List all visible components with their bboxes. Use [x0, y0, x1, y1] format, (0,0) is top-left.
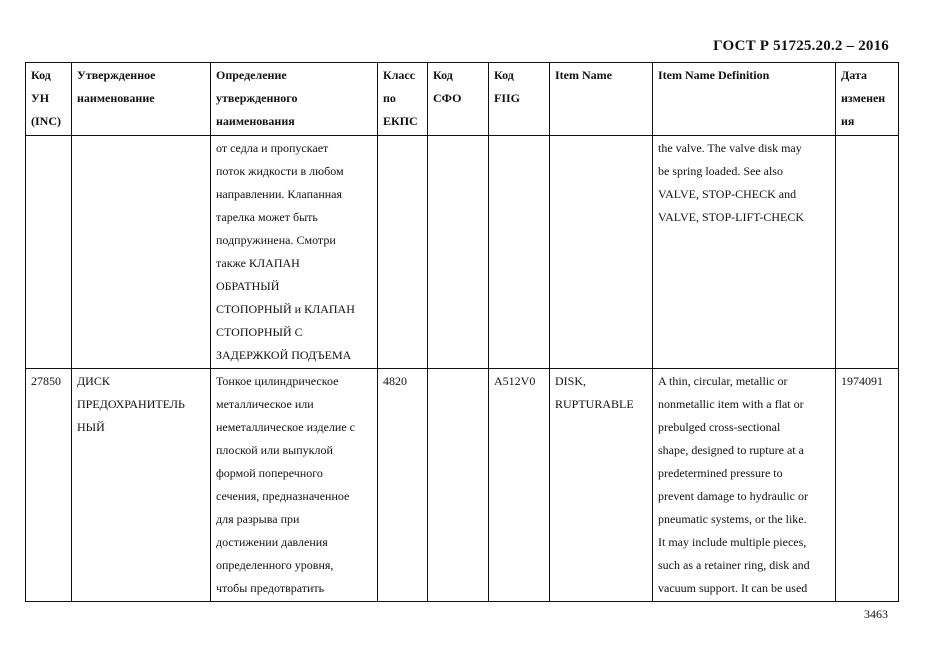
- cell-line: направлении. Клапанная: [216, 187, 343, 201]
- cell-line: для разрыва при: [216, 512, 300, 526]
- page-number: 3463: [864, 607, 888, 621]
- cell-item-name-definition: [653, 136, 836, 369]
- cell-line: pneumatic systems, or the like.: [658, 512, 807, 526]
- cell-ekps: [378, 136, 428, 369]
- cell-line: It may include multiple pieces,: [658, 535, 807, 549]
- cell-line: металлическое или: [216, 397, 314, 411]
- column-header-definition: [211, 63, 378, 136]
- cell-definition: [211, 369, 378, 602]
- cell-line: СТОПОРНЫЙ и КЛАПАН: [216, 302, 355, 316]
- column-header-line: FIIG: [494, 91, 521, 105]
- column-header-approved-name: [72, 63, 211, 136]
- cell-line: nonmetallic item with a flat or: [658, 397, 804, 411]
- column-header-line: Код: [494, 68, 514, 82]
- column-header-date: [836, 63, 899, 136]
- cell-line: СТОПОРНЫЙ С: [216, 325, 303, 339]
- cell-line: shape, designed to rupture at a: [658, 443, 804, 457]
- column-header-line: СФО: [433, 91, 462, 105]
- cell-line: определенного уровня,: [216, 558, 334, 572]
- cell-line: ПРЕДОХРАНИТЕЛЬ: [77, 397, 185, 411]
- cell-date: [836, 136, 899, 369]
- cell-line: сечения, предназначенное: [216, 489, 350, 503]
- column-header-item-name-definition: [653, 63, 836, 136]
- cell-item-name-definition: [653, 369, 836, 602]
- cell-definition: [211, 136, 378, 369]
- cell-line: ДИСК: [77, 374, 110, 388]
- cell-line: such as a retainer ring, disk and: [658, 558, 810, 572]
- cell-item-name: [550, 369, 653, 602]
- cell-sfo: [428, 136, 489, 369]
- cell-line: также КЛАПАН: [216, 256, 300, 270]
- cell-line: DISK,: [555, 374, 587, 388]
- column-header-fiig: [489, 63, 550, 136]
- cell-line: VALVE, STOP-CHECK and: [658, 187, 797, 201]
- column-header-line: Класс: [383, 68, 416, 82]
- cell-date: [836, 369, 899, 602]
- column-header-item-name: [550, 63, 653, 136]
- cell-line: prevent damage to hydraulic or: [658, 489, 808, 503]
- cell-line: плоской или выпуклой: [216, 443, 333, 457]
- cell-line: чтобы предотвратить: [216, 581, 325, 595]
- cell-line: Тонкое цилиндрическое: [216, 374, 339, 388]
- cell-approved-name: [72, 136, 211, 369]
- cell-line: поток жидкости в любом: [216, 164, 344, 178]
- cell-line: 27850: [31, 374, 61, 388]
- cell-fiig: [489, 369, 550, 602]
- column-header-line: УН: [31, 91, 50, 105]
- table-row: [26, 369, 899, 602]
- cell-line: достижении давления: [216, 535, 328, 549]
- column-header-line: Определение: [216, 68, 287, 82]
- column-header-line: ЕКПС: [383, 114, 418, 128]
- cell-inc: [26, 369, 72, 602]
- column-header-line: Утвержденное: [77, 68, 156, 82]
- cell-line: A thin, circular, metallic or: [658, 374, 788, 388]
- cell-line: НЫЙ: [77, 420, 105, 434]
- cell-line: ОБРАТНЫЙ: [216, 279, 280, 293]
- column-header-line: Item Name Definition: [658, 68, 770, 82]
- cell-line: 4820: [383, 374, 407, 388]
- column-header-line: (INC): [31, 114, 61, 128]
- cell-item-name: [550, 136, 653, 369]
- cell-line: 1974091: [841, 374, 883, 388]
- cell-fiig: [489, 136, 550, 369]
- document-code: ГОСТ Р 51725.20.2 – 2016: [713, 38, 889, 54]
- cell-line: A512V0: [494, 374, 536, 388]
- cell-inc: [26, 136, 72, 369]
- cell-line: vacuum support. It can be used: [658, 581, 808, 595]
- cell-line: be spring loaded. See also: [658, 164, 783, 178]
- column-header-line: утвержденного: [216, 91, 298, 105]
- table-header-row: [26, 63, 899, 136]
- cell-line: RUPTURABLE: [555, 397, 634, 411]
- cell-line: VALVE, STOP-LIFT-CHECK: [658, 210, 805, 224]
- cell-approved-name: [72, 369, 211, 602]
- column-header-line: изменен: [841, 91, 886, 105]
- column-header-inc: [26, 63, 72, 136]
- column-header-sfo: [428, 63, 489, 136]
- column-header-line: ия: [841, 114, 855, 128]
- column-header-line: наименование: [77, 91, 155, 105]
- cell-line: подпружинена. Смотри: [216, 233, 336, 247]
- cell-line: ЗАДЕРЖКОЙ ПОДЪЕМА: [216, 348, 352, 362]
- catalog-table: [25, 62, 899, 602]
- column-header-line: по: [383, 91, 396, 105]
- table-row: [26, 136, 899, 369]
- column-header-line: Дата: [841, 68, 867, 82]
- column-header-line: Код: [31, 68, 51, 82]
- cell-line: predetermined pressure to: [658, 466, 783, 480]
- column-header-line: наименования: [216, 114, 295, 128]
- cell-sfo: [428, 369, 489, 602]
- cell-line: тарелка может быть: [216, 210, 318, 224]
- cell-ekps: [378, 369, 428, 602]
- column-header-line: Код: [433, 68, 453, 82]
- cell-line: от седла и пропускает: [216, 141, 329, 155]
- cell-line: the valve. The valve disk may: [658, 141, 802, 155]
- cell-line: неметаллическое изделие с: [216, 420, 356, 434]
- column-header-line: Item Name: [555, 68, 612, 82]
- cell-line: формой поперечного: [216, 466, 323, 480]
- column-header-ekps: [378, 63, 428, 136]
- cell-line: prebulged cross-sectional: [658, 420, 781, 434]
